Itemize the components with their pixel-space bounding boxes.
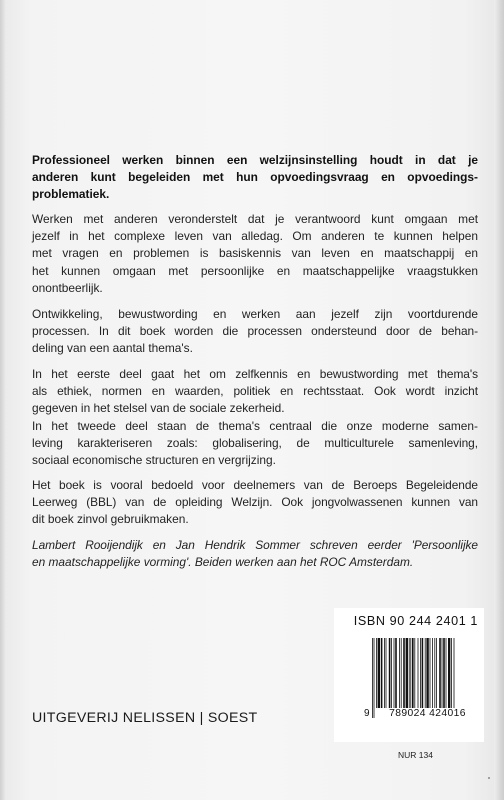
barcode-bar	[391, 638, 392, 710]
text-line: jezelf in het complexe leven van alledag. Om anderen te kunnen helpen	[32, 229, 478, 244]
text-line: Lambert Rooijendijk en Jan Hendrik Sommer schreven eerder 'Persoonlijke	[32, 538, 478, 552]
barcode-bar	[418, 638, 419, 710]
barcode-bar	[432, 638, 433, 710]
barcode-bar	[442, 638, 443, 710]
barcode-bar	[376, 638, 377, 710]
barcode-image	[372, 638, 479, 718]
text-line: dit boek zinvol gebruikmaken.	[32, 512, 189, 527]
barcode-bar	[389, 638, 391, 710]
body-paragraph	[32, 211, 478, 297]
barcode-bar	[403, 638, 405, 710]
text-line: gegeven in het stelsel van de sociale zekerheid.	[32, 401, 285, 416]
barcode-bar	[446, 638, 447, 710]
text-line: processen. In dit boek worden die processen ondersteund door de behan-	[32, 324, 478, 339]
text-line: In het eerste deel gaat het om zelfkennis en bewustwording met thema's	[32, 367, 478, 381]
barcode-bar	[386, 638, 387, 710]
barcode-bar	[399, 638, 400, 710]
barcode-bar	[378, 638, 380, 710]
text-line: sociaal economische structuren en vergrijzing.	[32, 453, 276, 468]
isbn-number: ISBN 90 244 2401 1	[353, 614, 478, 628]
barcode-bar	[410, 638, 411, 710]
barcode-bar	[412, 638, 414, 718]
text-line: als ethiek, normen en waarden, politiek en rechtsstaat. Ook wordt inzicht	[32, 384, 478, 399]
barcode-digits: 789024 424016	[376, 708, 479, 719]
text-line: onontbeerlijk.	[32, 280, 103, 295]
text-line: Leerweg (BBL) van de opleiding Welzijn. Ook jongvolwassenen kunnen van	[32, 495, 478, 510]
text-line: Het boek is vooral bedoeld voor deelnemers van de Beroeps Begeleidende	[32, 478, 478, 492]
text-line: en maatschappelijke vorming'. Beiden werken aan het ROC Amsterdam.	[32, 555, 414, 570]
text-line: Ontwikkeling, bewustwording en werken aan jezelf zijn voortdurende	[32, 307, 478, 321]
barcode-bar	[425, 638, 426, 710]
barcode-area	[334, 608, 484, 742]
barcode-bar	[384, 638, 385, 710]
text-line: met vragen en problemen is basiskennis van leven en maatschappij en	[32, 246, 478, 261]
body-paragraph	[32, 306, 478, 358]
intro-paragraph	[32, 152, 478, 204]
text-line: Professioneel werken binnen een welzijnsinstelling houdt in dat je	[32, 153, 478, 167]
text-line: anderen kunt begeleiden met hun opvoedingsvraag en opvoedings-	[32, 170, 478, 185]
barcode-bar	[426, 638, 428, 710]
authors-note	[32, 537, 478, 571]
barcode-bar	[414, 638, 415, 718]
barcode-bar	[451, 638, 452, 718]
body-paragraph	[32, 366, 478, 469]
barcode-bar	[374, 638, 375, 718]
nur-code: NUR 134	[398, 750, 433, 760]
barcode-bar	[430, 638, 431, 710]
print-speck	[488, 777, 490, 779]
text-line: het kunnen omgaan met persoonlijke en maatschappelijke vraagstukken	[32, 263, 478, 278]
barcode-bar	[439, 638, 441, 710]
body-paragraph	[32, 477, 478, 529]
text-line: In het tweede deel staan de thema's centraal die onze moderne samen-	[32, 418, 478, 433]
text-line: deling van een aantal thema's.	[32, 341, 193, 356]
text-line: problematiek.	[32, 187, 110, 202]
barcode-bar	[448, 638, 450, 710]
barcode-first-digit: 9	[364, 708, 370, 719]
barcode-bar	[381, 638, 383, 710]
barcode-bar	[395, 638, 397, 710]
barcode-bar	[434, 638, 435, 710]
barcode-bar	[401, 638, 402, 710]
barcode-bar	[406, 638, 408, 710]
barcode-bar	[372, 638, 373, 718]
barcode-bar	[409, 638, 410, 710]
barcode-bar	[454, 638, 455, 718]
publisher-name: UITGEVERIJ NELISSEN | SOEST	[32, 710, 258, 726]
text-line: leving karakteriseren zoals: globalisering, de multiculturele samenleving,	[32, 435, 478, 450]
barcode-bar	[443, 638, 445, 710]
barcode-bar	[420, 638, 421, 710]
barcode-bar	[436, 638, 437, 710]
barcode-bar	[394, 638, 395, 710]
barcode-bar	[422, 638, 424, 710]
text-line: Werken met anderen veronderstelt dat je verantwoord kunt omgaan met	[32, 212, 478, 226]
